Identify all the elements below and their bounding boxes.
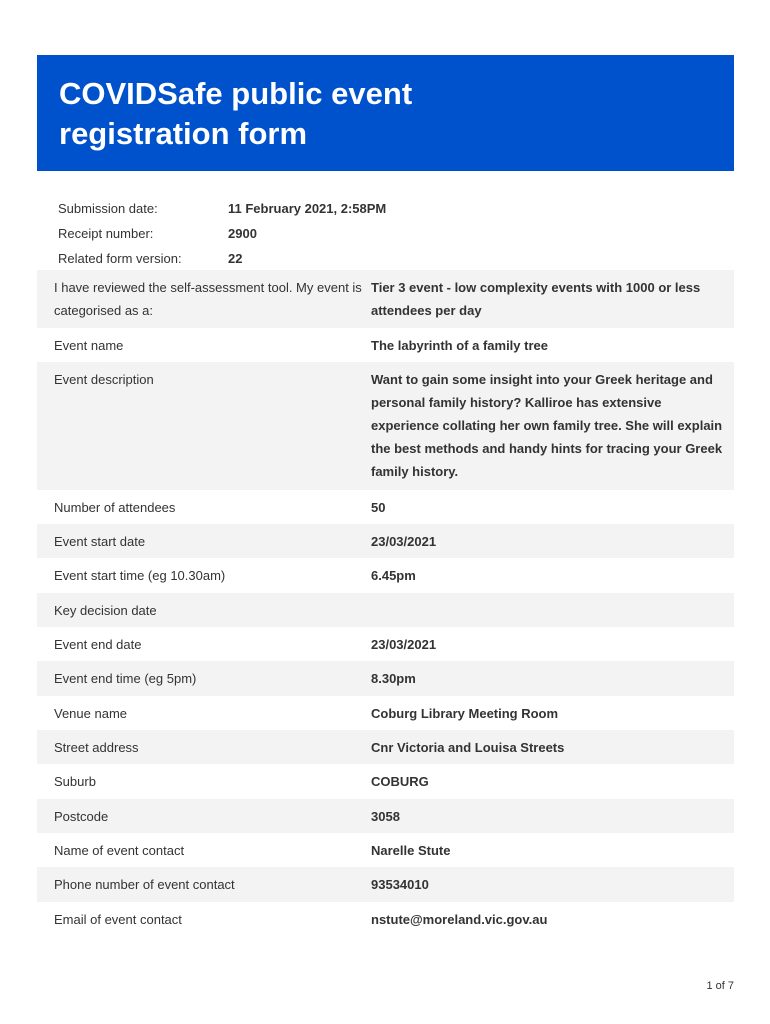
field-value: Narelle Stute: [371, 843, 451, 858]
page-number: 1 of 7: [706, 980, 734, 992]
field-value: 23/03/2021: [371, 637, 437, 652]
field-row-contact-phone: [37, 867, 734, 902]
field-value: Tier 3 event - low complexity events with 1000 or less attendees per day: [371, 280, 701, 318]
field-row-attendees: [37, 490, 734, 524]
field-label: Key decision date: [54, 603, 157, 618]
meta-row-form-version: [37, 246, 734, 271]
field-label: Number of attendees: [54, 500, 176, 515]
field-value: 93534010: [371, 877, 429, 892]
field-label: Email of event contact: [54, 912, 182, 927]
meta-value: 11 February 2021, 2:58PM: [228, 201, 387, 216]
field-row-end-date: [37, 627, 734, 661]
meta-value: 2900: [228, 226, 257, 241]
submission-meta: [37, 196, 734, 271]
field-value: 3058: [371, 809, 400, 824]
meta-label: Related form version:: [58, 251, 182, 266]
field-row-tier: [37, 270, 734, 328]
meta-row-submission-date: [37, 196, 734, 221]
field-label: Name of event contact: [54, 843, 185, 858]
page-title: COVIDSafe public event registration form: [59, 76, 413, 151]
meta-label: Submission date:: [58, 201, 158, 216]
meta-label: Receipt number:: [58, 226, 154, 241]
field-label: Event end time (eg 5pm): [54, 671, 197, 686]
field-label: Phone number of event contact: [54, 877, 235, 892]
field-row-event-description: [37, 362, 734, 490]
field-value: nstute@moreland.vic.gov.au: [371, 912, 548, 927]
field-row-suburb: [37, 764, 734, 799]
field-label: Event description: [54, 372, 154, 387]
field-value: Want to gain some insight into your Greek heritage and personal family history? Kalliroe has extensive experience collating her own family tree. She will explain the best methods and handy hints for tracing your Greek family history.: [371, 372, 723, 479]
meta-row-receipt-number: [37, 221, 734, 246]
field-value: [371, 599, 734, 627]
field-value: The labyrinth of a family tree: [371, 338, 548, 353]
field-value: COBURG: [371, 774, 429, 789]
field-row-end-time: [37, 661, 734, 696]
field-value: Coburg Library Meeting Room: [371, 706, 559, 721]
form-fields-table: [37, 270, 734, 936]
field-value: 50: [371, 500, 386, 515]
field-row-contact-email: [37, 902, 734, 936]
field-label: Suburb: [54, 774, 96, 789]
field-row-street-address: [37, 730, 734, 764]
field-value: 8.30pm: [371, 671, 416, 686]
form-header: [37, 55, 734, 171]
field-row-start-date: [37, 524, 734, 558]
field-value: 6.45pm: [371, 568, 416, 583]
field-label: Event start time (eg 10.30am): [54, 568, 226, 583]
meta-value: 22: [228, 251, 243, 266]
field-label: Street address: [54, 740, 139, 755]
field-row-contact-name: [37, 833, 734, 867]
field-row-event-name: [37, 328, 734, 362]
field-label: Event start date: [54, 534, 146, 549]
field-label: Event name: [54, 338, 124, 353]
field-row-start-time: [37, 558, 734, 593]
field-row-venue-name: [37, 696, 734, 730]
field-value: Cnr Victoria and Louisa Streets: [371, 740, 565, 755]
field-row-key-decision-date: [37, 593, 734, 627]
field-value: 23/03/2021: [371, 534, 437, 549]
field-label: Postcode: [54, 809, 109, 824]
field-label: I have reviewed the self-assessment tool. My event is categorised as a:: [54, 280, 362, 318]
field-row-postcode: [37, 799, 734, 833]
field-label: Venue name: [54, 706, 128, 721]
field-label: Event end date: [54, 637, 142, 652]
